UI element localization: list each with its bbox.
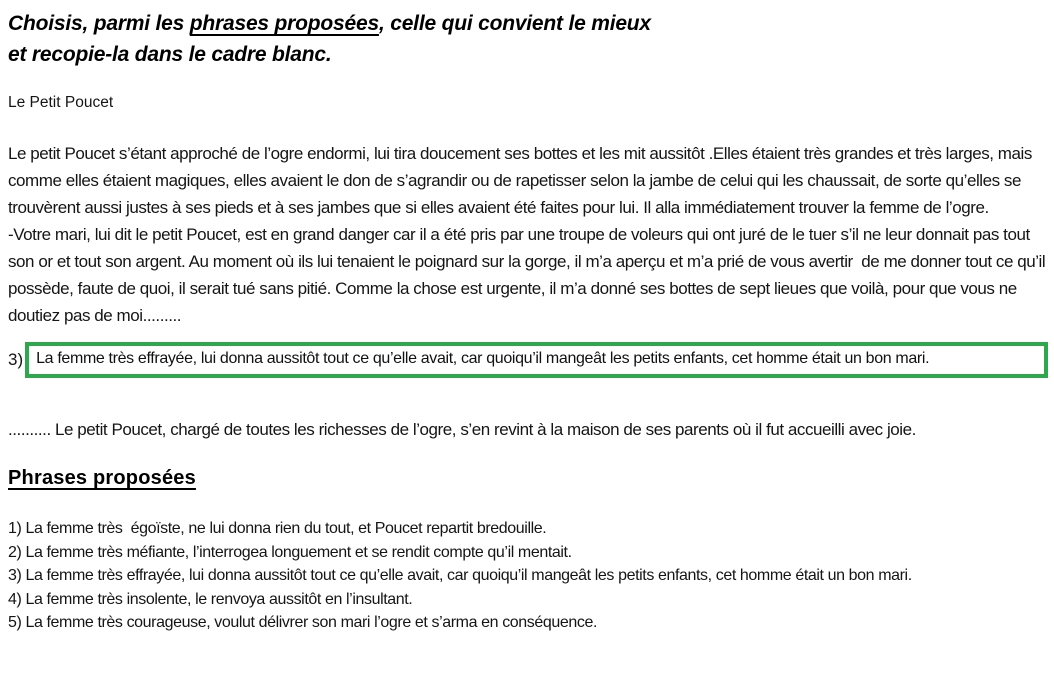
proposal-item-2: 2) La femme très méfiante, l’interrogea longuement et se rendit compte qu’il mentait. xyxy=(8,543,572,561)
instruction-line-2: et recopie-la dans le cadre blanc. xyxy=(8,43,332,66)
exercise-instruction xyxy=(8,8,1048,70)
story-paragraph-2: -Votre mari, lui dit le petit Poucet, est en grand danger car il a été pris par une troupe de voleurs qui ont juré de le tuer s’il ne leur donnait pas tout son or et tout son argent. Au moment où ils lui tenaient le poignard sur la gorge, il m’a aperçu et m’a prié de vous avertir de me donner tout ce qu’il possède, faute de quoi, il serait tué sans pitié. Comme la chose est urgente, il m’a donné ses bottes de sept lieues que voilà, pour que vous ne doutiez pas de moi......... xyxy=(8,225,1050,325)
proposal-item-4: 4) La femme très insolente, le renvoya aussitôt en l’insultant. xyxy=(8,590,413,608)
proposals-list xyxy=(8,517,1048,635)
instruction-line-1 xyxy=(8,8,1048,39)
proposal-item-3: 3) La femme très effrayée, lui donna aussitôt tout ce qu’elle avait, car quoiqu’il mangeât les petits enfants, cet homme était un bon mari. xyxy=(8,567,912,584)
story-paragraph-3: .......... Le petit Poucet, chargé de toutes les richesses de l’ogre, s’en revint à la maison de ses parents où il fut accueilli avec joie. xyxy=(8,420,916,439)
story-body xyxy=(8,140,1048,329)
proposals-heading: Phrases proposées xyxy=(8,467,196,489)
story-title: Le Petit Poucet xyxy=(8,94,114,111)
answer-box[interactable]: La femme très effrayée, lui donna aussitôt tout ce qu’elle avait, car quoiqu’il mangeât les petits enfants, cet homme était un bon mari. xyxy=(25,342,1048,378)
proposal-item-1: 1) La femme très égoïste, ne lui donna rien du tout, et Poucet repartit bredouille. xyxy=(8,520,547,537)
proposal-item-5: 5) La femme très courageuse, voulut délivrer son mari l’ogre et s’arma en conséquence. xyxy=(8,614,598,631)
story-paragraph-1: Le petit Poucet s’étant approché de l’ogre endormi, lui tira doucement ses bottes et les mit aussitôt .Elles étaient très grandes et très larges, mais comme elles étaient magiques, elles avaient le don de s’agrandir ou de rapetisser selon la jambe de celui qui les chaussait, de sorte qu’elles se trouvèrent aussi justes à ses pieds et à ses jambes que si elles avaient été faites pour lui. Il alla immédiatement trouver la femme de l’ogre. xyxy=(8,144,1037,217)
instruction-text-post: , celle qui convient le mieux xyxy=(378,12,651,35)
answer-choice-number: 3) xyxy=(8,350,24,369)
instruction-text-pre: Choisis, parmi les xyxy=(8,12,190,35)
answer-frame-row xyxy=(8,342,1048,378)
instruction-underlined-phrase: phrases proposées xyxy=(189,12,379,35)
